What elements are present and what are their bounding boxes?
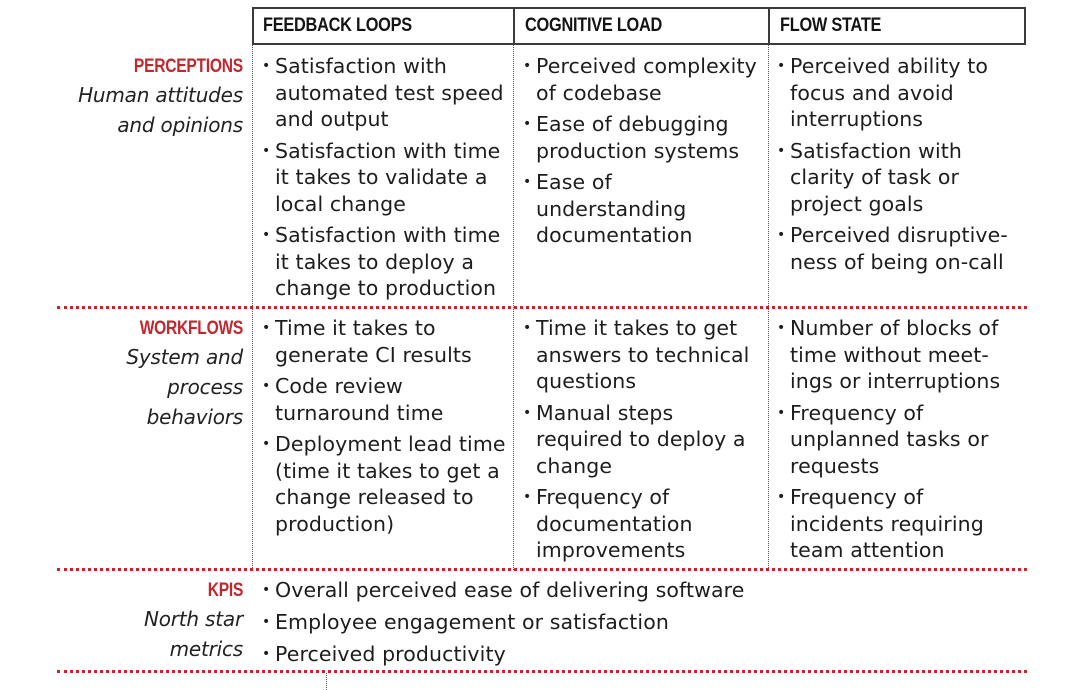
list-item: • Time it takes to generate CI results [262,315,510,368]
row-label-perceptions [13,54,243,140]
row-label-workflows [13,316,243,432]
cell-perceptions-flow [777,53,1017,280]
column-divider [326,673,327,690]
category-description: North star [143,607,243,631]
category-description: process [167,375,243,399]
list-item: • Perceived complexity of codebase [523,53,763,106]
list-item: • Overall perceived ease of delivering software [262,577,962,604]
column-header-cognitive-load: COGNITIVE LOAD [525,15,663,36]
list-item: • Number of blocks of time without meet-ings or interruptions [777,315,1017,395]
row-separator [57,306,1027,309]
category-description: and opinions [117,113,243,137]
category-description: Human attitudes [78,83,243,107]
column-header-feedback-loops: FEEDBACK LOOPS [263,15,412,36]
list-item: • Perceived productivity [262,641,962,668]
cell-perceptions-feedback [262,53,510,307]
category-title: KPIS [207,580,243,601]
list-item: • Ease of debugging production systems [523,111,763,164]
list-item: • Satisfaction with automated test speed and output [262,53,510,133]
cell-workflows-feedback [262,315,510,542]
list-item: • Frequency of incidents requiring team attention [777,484,1017,564]
list-item: • Satisfaction with time it takes to validate a local change [262,138,510,218]
cell-kpis [262,577,962,673]
list-item: • Satisfaction with time it takes to deploy a change to production [262,222,510,302]
list-item: • Time it takes to get answers to technical questions [523,315,763,395]
cell-workflows-flow [777,315,1017,569]
list-item: • Satisfaction with clarity of task or project goals [777,138,1017,218]
category-description: System and [126,345,243,369]
category-description: behaviors [146,405,243,429]
list-item: • Perceived disruptive-ness of being on-call [777,222,1017,275]
category-description: metrics [169,637,243,661]
list-item: • Code review turnaround time [262,373,510,426]
list-item: • Manual steps required to deploy a change [523,400,763,480]
list-item: • Ease of understanding documentation [523,169,763,249]
list-item: • Perceived ability to focus and avoid interruptions [777,53,1017,133]
list-item: • Employee engagement or satisfaction [262,609,962,636]
category-title: WORKFLOWS [139,318,243,339]
list-item: • Deployment lead time (time it takes to get a change released to production) [262,431,510,537]
list-item: • Frequency of documentation improvements [523,484,763,564]
list-item: • Frequency of unplanned tasks or requests [777,400,1017,480]
cell-workflows-cognitive [523,315,763,569]
row-label-kpis [13,578,243,664]
cell-perceptions-cognitive [523,53,763,254]
category-title: PERCEPTIONS [134,56,243,77]
column-header-flow-state: FLOW STATE [780,15,882,36]
